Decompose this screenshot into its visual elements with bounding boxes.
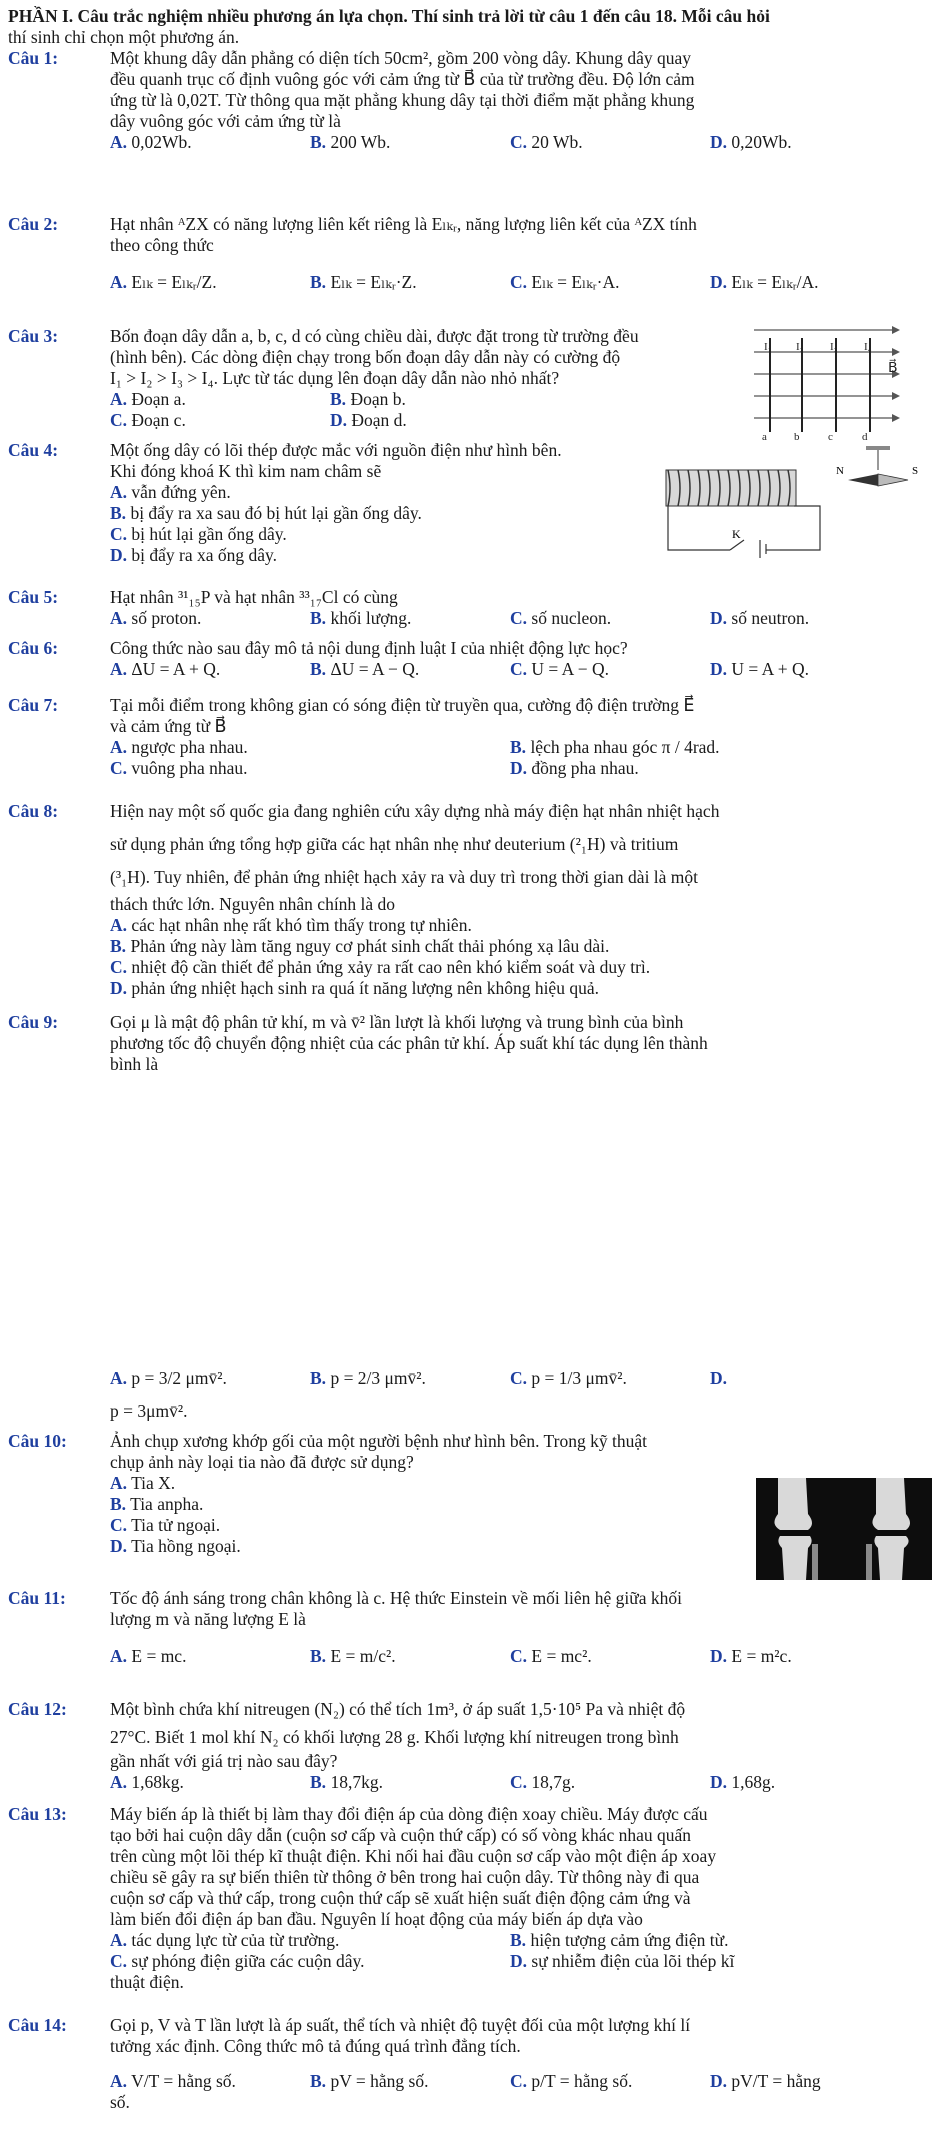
option-a[interactable]: A. 0,02Wb. (110, 132, 192, 152)
question-text: chụp ảnh này loại tia nào đã được sử dụng? (110, 1452, 414, 1472)
question-text: Khi đóng khoá K thì kim nam châm sẽ (110, 461, 382, 481)
option-d-continued: số. (110, 2092, 130, 2112)
question-number: Câu 7: (8, 695, 59, 715)
option-a[interactable]: A. Tia X. (110, 1473, 176, 1493)
question-text: lượng m và năng lượng E là (110, 1609, 306, 1629)
label-i2: I₂ (796, 341, 804, 353)
option-b[interactable]: B. lệch pha nhau góc π / 4rad. (510, 737, 720, 757)
option-c[interactable]: C. Đoạn c. (110, 410, 186, 430)
option-b[interactable]: B. 200 Wb. (310, 132, 391, 152)
option-d[interactable]: D. phản ứng nhiệt hạch sinh ra quá ít năng lượng nên không hiệu quả. (110, 978, 599, 998)
question-text: ứng từ là 0,02T. Từ thông qua mặt phẳng khung dây tại thời điểm mặt phẳng khung (110, 90, 695, 110)
options-row (8, 1930, 928, 1951)
question-number: Câu 6: (8, 638, 59, 658)
option-c[interactable]: C. số nucleon. (510, 608, 612, 628)
question-text: gần nhất với giá trị nào sau đây? (110, 1751, 338, 1771)
option-d[interactable]: D. số neutron. (710, 608, 810, 628)
question-text: đều quanh trục cố định vuông góc với cảm ứng từ B⃗ của từ trường đều. Độ lớn cảm (110, 69, 695, 89)
option-a[interactable]: A. ΔU = A + Q. (110, 659, 221, 679)
question-text: (³₁H). Tuy nhiên, để phản ứng nhiệt hạch xảy ra và duy trì trong thời gian dài là một (110, 867, 699, 887)
option-a[interactable]: A. số proton. (110, 608, 202, 628)
question-number: Câu 3: (8, 326, 59, 346)
question-text: Hiện nay một số quốc gia đang nghiên cứu xây dựng nhà máy điện hạt nhân nhiệt hạch (110, 801, 720, 821)
option-d-continued: p = 3μmv̄². (110, 1401, 188, 1421)
label-b: B⃗ (888, 361, 898, 376)
options-row (8, 272, 928, 293)
question-text: tạo bởi hai cuộn dây dẫn (cuộn sơ cấp và cuộn thứ cấp) có số vòng khác nhau quấn (110, 1825, 692, 1845)
option-b[interactable]: B. Eₗₖ = Eₗₖᵣ·Z. (310, 272, 417, 292)
options-row (8, 659, 928, 680)
knee-xray-image (756, 1478, 932, 1580)
option-c[interactable]: C. 20 Wb. (510, 132, 583, 152)
question-text: Một khung dây dẫn phẳng có diện tích 50cm², gồm 200 vòng dây. Khung dây quay (110, 48, 692, 68)
options-row (8, 2071, 928, 2092)
options-row (8, 737, 928, 758)
option-a[interactable]: A. 1,68kg. (110, 1772, 184, 1792)
question-text: trên cùng một lõi thép kĩ thuật điện. Khi nối hai đầu cuộn sơ cấp vào một điện áp xoay (110, 1846, 717, 1866)
question-number: Câu 8: (8, 801, 59, 821)
question-text: tưởng xác định. Công thức mô tả đúng quá trình đẳng tích. (110, 2036, 521, 2056)
option-a[interactable]: A. vẫn đứng yên. (110, 482, 231, 502)
options-row (8, 758, 928, 779)
question-7 (8, 695, 928, 779)
option-d[interactable]: D. Đoạn d. (330, 410, 407, 430)
option-c[interactable]: C. 18,7g. (510, 1772, 576, 1792)
options-row (8, 608, 928, 629)
option-b[interactable]: B. pV = hằng số. (310, 2071, 429, 2091)
question-text: Một bình chứa khí nitreugen (N₂) có thể tích 1m³, ở áp suất 1,5·10⁵ Pa và nhiệt độ (110, 1699, 686, 1719)
question-5 (8, 587, 928, 629)
question-text: (hình bên). Các dòng điện chạy trong bốn đoạn dây dẫn này có cường độ (110, 347, 621, 367)
question-number: Câu 4: (8, 440, 59, 460)
option-d[interactable]: D. 1,68g. (710, 1772, 776, 1792)
question-11 (8, 1588, 928, 1667)
option-d[interactable]: D. Tia hồng ngoại. (110, 1536, 241, 1556)
label-i3: I₃ (830, 341, 838, 353)
option-d[interactable]: D. U = A + Q. (710, 659, 809, 679)
options-row (8, 389, 590, 410)
option-c[interactable]: C. p = 1/3 μmv̄². (510, 1368, 627, 1388)
question-text: I₁ > I₂ > I₃ > I₄. Lực từ tác dụng lên đoạn dây dẫn nào nhỏ nhất? (110, 368, 560, 388)
options-row (8, 1951, 928, 1972)
question-number: Câu 13: (8, 1804, 67, 1824)
question-text: Hạt nhân ᴬZX có năng lượng liên kết riêng là Eₗₖᵣ, năng lượng liên kết của ᴬZX tính (110, 214, 697, 234)
label-i1: I₁ (764, 341, 772, 353)
compass-s-label: S (912, 465, 919, 477)
option-c[interactable]: C. Eₗₖ = Eₗₖᵣ·A. (510, 272, 620, 292)
question-text: sử dụng phản ứng tổng hợp giữa các hạt nhân nhẹ như deuterium (²₁H) và tritium (110, 834, 679, 854)
question-text: Máy biến áp là thiết bị làm thay đổi điện áp của dòng điện xoay chiều. Máy được cấu (110, 1804, 708, 1824)
compass-n-label: N (836, 465, 844, 477)
option-a[interactable]: A. Đoạn a. (110, 389, 186, 409)
option-a[interactable]: A. ngược pha nhau. (110, 737, 248, 757)
option-c[interactable]: C. sự phóng điện giữa các cuộn dây. (110, 1951, 365, 1971)
option-b[interactable]: B. 18,7kg. (310, 1772, 383, 1792)
option-a[interactable]: A. Eₗₖ = Eₗₖᵣ/Z. (110, 272, 217, 292)
option-a[interactable]: A. E = mc. (110, 1646, 187, 1666)
question-12 (8, 1695, 928, 1793)
option-c[interactable]: C. U = A − Q. (510, 659, 609, 679)
question-text: Một ống dây có lõi thép được mắc với nguồn điện như hình bên. (110, 440, 562, 460)
question-number: Câu 2: (8, 214, 59, 234)
question-number: Câu 5: (8, 587, 59, 607)
question-number: Câu 9: (8, 1012, 59, 1032)
question-text: theo công thức (110, 235, 214, 255)
question-text: Gọi p, V và T lần lượt là áp suất, thể tích và nhiệt độ tuyệt đối của một lượng khí lí (110, 2015, 691, 2035)
option-b[interactable]: B. hiện tượng cảm ứng điện từ. (510, 1930, 729, 1950)
options-row (8, 1368, 928, 1389)
option-b[interactable]: B. Phản ứng này làm tăng nguy cơ phát sinh chất thải phóng xạ lâu dài. (110, 936, 610, 956)
option-b[interactable]: B. E = m/c². (310, 1646, 396, 1666)
question-text: Gọi μ là mật độ phân tử khí, m và v̄² lần lượt là khối lượng và trung bình của bình (110, 1012, 684, 1032)
option-a[interactable]: A. p = 3/2 μmv̄². (110, 1368, 227, 1388)
option-b[interactable]: B. khối lượng. (310, 608, 412, 628)
part-label: PHẦN I. (8, 6, 74, 26)
options-row (8, 132, 928, 153)
question-text: Ảnh chụp xương khớp gối của một người bệnh như hình bên. Trong kỹ thuật (110, 1431, 647, 1451)
question-text: bình là (110, 1054, 159, 1074)
option-b[interactable]: B. Tia anpha. (110, 1494, 204, 1514)
label-d: d (862, 431, 868, 442)
option-a[interactable]: A. tác dụng lực từ của từ trường. (110, 1930, 340, 1950)
option-d[interactable]: D. pV/T = hằng (710, 2071, 821, 2091)
option-d[interactable]: D. 0,20Wb. (710, 132, 792, 152)
question-text: Tốc độ ánh sáng trong chân không là c. Hệ thức Einstein về mối liên hệ giữa khối (110, 1588, 683, 1608)
option-c[interactable]: C. vuông pha nhau. (110, 758, 248, 778)
option-d[interactable]: D. bị đẩy ra xa ống dây. (110, 545, 278, 565)
options-row (8, 1646, 928, 1667)
question-1 (8, 48, 928, 153)
question-text: dây vuông góc với cảm ứng từ là (110, 111, 341, 131)
label-a: a (762, 431, 767, 442)
question-text: Tại mỗi điểm trong không gian có sóng điện từ truyền qua, cường độ điện trường E⃗ (110, 695, 695, 715)
question-number: Câu 11: (8, 1588, 66, 1608)
question-text: Công thức nào sau đây mô tả nội dung định luật I của nhiệt động lực học? (110, 638, 628, 658)
option-c[interactable]: C. Tia tử ngoại. (110, 1515, 221, 1535)
option-b[interactable]: B. Đoạn b. (330, 389, 406, 409)
option-b[interactable]: B. ΔU = A − Q. (310, 659, 420, 679)
option-d[interactable]: D. Eₗₖ = Eₗₖᵣ/A. (710, 272, 819, 292)
section-heading (8, 6, 928, 48)
label-c: c (828, 431, 833, 442)
question-number: Câu 14: (8, 2015, 67, 2035)
label-i4: I₄ (864, 341, 872, 353)
question-14 (8, 2015, 928, 2113)
question-number: Câu 12: (8, 1699, 67, 1719)
question-text: làm biến đổi điện áp ban đầu. Nguyên lí hoạt động của máy biến áp dựa vào (110, 1909, 643, 1929)
solenoid-figure (660, 440, 930, 562)
question-2 (8, 214, 928, 293)
question-text: Hạt nhân ³¹₁₅P và hạt nhân ³³₁₇Cl có cùng (110, 587, 398, 607)
part-title-line2: thí sinh chỉ chọn một phương án. (8, 27, 240, 47)
question-text: chiều sẽ gây ra sự biến thiên từ thông ở bên trong hai cuộn dây. Từ thông này đi qua (110, 1867, 700, 1887)
option-d[interactable]: D. đồng pha nhau. (510, 758, 639, 778)
options-row (8, 1772, 928, 1793)
option-a[interactable]: A. V/T = hằng số. (110, 2071, 236, 2091)
option-c[interactable]: C. E = mc². (510, 1646, 592, 1666)
option-c[interactable]: C. p/T = hằng số. (510, 2071, 633, 2091)
magnetic-field-figure (752, 320, 902, 442)
part-title: Câu trắc nghiệm nhiều phương án lựa chọn. Thí sinh trả lời từ câu 1 đến câu 18. Mỗi câu hỏi (77, 6, 770, 26)
option-b[interactable]: B. p = 2/3 μmv̄². (310, 1368, 426, 1388)
question-9 (8, 1012, 928, 1075)
question-number: Câu 10: (8, 1431, 67, 1451)
question-8 (8, 795, 928, 999)
question-text: và cảm ứng từ B⃗ (110, 716, 227, 736)
option-c[interactable]: C. bị hút lại gần ống dây. (110, 524, 287, 544)
question-9-options (8, 1368, 928, 1422)
option-d[interactable]: D. (710, 1368, 728, 1388)
option-d[interactable]: D. E = m²c. (710, 1646, 792, 1666)
label-b-wire: b (794, 431, 800, 442)
question-text: 27°C. Biết 1 mol khí N₂ có khối lượng 28 g. Khối lượng khí nitreugen trong bình (110, 1727, 679, 1747)
question-text: phương tốc độ chuyển động nhiệt của các phân tử khí. Áp suất khí tác dụng lên thành (110, 1033, 708, 1053)
question-6 (8, 638, 928, 680)
switch-label: K (732, 527, 741, 541)
question-13 (8, 1804, 928, 1993)
option-d-continued: thuật điện. (110, 1972, 184, 1992)
question-number: Câu 1: (8, 48, 59, 68)
question-text: thách thức lớn. Nguyên nhân chính là do (110, 894, 396, 914)
option-b[interactable]: B. bị đẩy ra xa sau đó bị hút lại gần ống dây. (110, 503, 422, 523)
option-c[interactable]: C. nhiệt độ cần thiết để phản ứng xảy ra rất cao nên khó kiểm soát và duy trì. (110, 957, 651, 977)
option-d[interactable]: D. sự nhiễm điện của lõi thép kĩ (510, 1951, 735, 1971)
question-text: Bốn đoạn dây dẫn a, b, c, d có cùng chiều dài, được đặt trong từ trường đều (110, 326, 639, 346)
option-a[interactable]: A. các hạt nhân nhẹ rất khó tìm thấy trong tự nhiên. (110, 915, 472, 935)
question-text: cuộn sơ cấp và thứ cấp, trong cuộn thứ cấp sẽ xuất hiện suất điện động cảm ứng và (110, 1888, 691, 1908)
